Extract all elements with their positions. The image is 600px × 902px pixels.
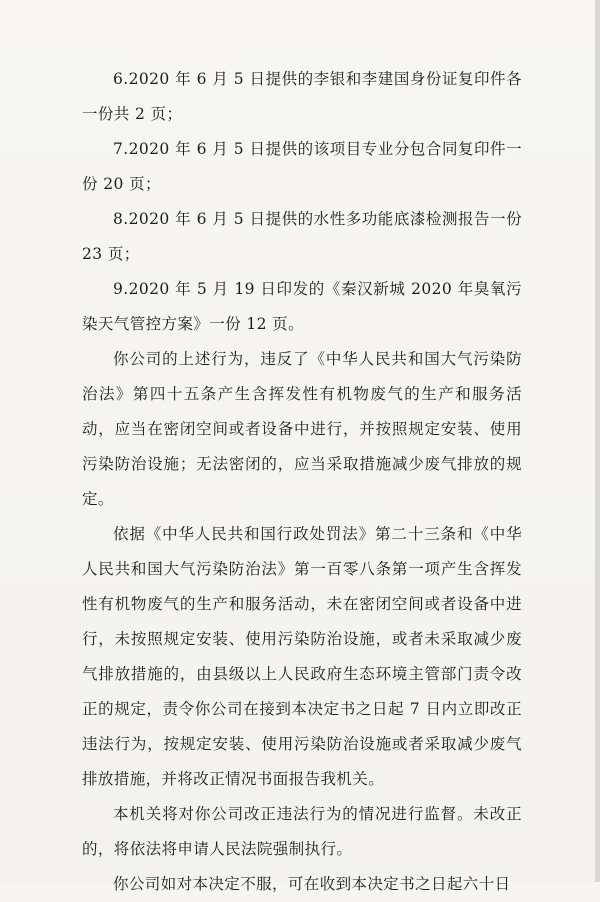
evidence-item-6: 6.2020 年 6 月 5 日提供的李银和李建国身份证复印件各一份共 2 页； bbox=[82, 70, 522, 123]
appeal-paragraph: 你公司如对本决定不服，可在收到本决定书之日起六十日 bbox=[113, 875, 511, 893]
violation-paragraph: 你公司的上述行为，违反了《中华人民共和国大气污染防治法》第四十五条产生含挥发性有机物废气的生产和服务活动，应当在密闭空间或者设备中进行，并按照规定安装、使用污染防治设施；无法密闭的，应当采取措施减少废气排放的规定。 bbox=[82, 350, 522, 508]
document-body bbox=[82, 62, 522, 902]
evidence-item-8: 8.2020 年 6 月 5 日提供的水性多功能底漆检测报告一份 23 页； bbox=[82, 210, 522, 263]
evidence-item-7: 7.2020 年 6 月 5 日提供的该项目专业分包合同复印件一份 20 页； bbox=[82, 140, 522, 193]
page-edge-shadow bbox=[595, 0, 600, 882]
legal-basis-paragraph: 依据《中华人民共和国行政处罚法》第二十三条和《中华人民共和国大气污染防治法》第一百零八条第一项产生含挥发性有机物废气的生产和服务活动，未在密闭空间或者设备中进行，未按照规定安装、使用污染防治设施，或者未采取减少废气排放措施的，由县级以上人民政府生态环境主管部门责令改正的规定，责令你公司在接到本决定书之日起 7 日内立即改正违法行为，按规定安装、使用污染防治设施或者采取减少废气排放措施，并将改正情况书面报告我机关。 bbox=[82, 525, 522, 788]
evidence-item-9: 9.2020 年 5 月 19 日印发的《秦汉新城 2020 年臭氧污染天气管控方案》一份 12 页。 bbox=[82, 280, 522, 333]
supervision-paragraph: 本机关将对你公司改正违法行为的情况进行监督。未改正的，将依法将申请人民法院强制执行。 bbox=[82, 805, 522, 858]
